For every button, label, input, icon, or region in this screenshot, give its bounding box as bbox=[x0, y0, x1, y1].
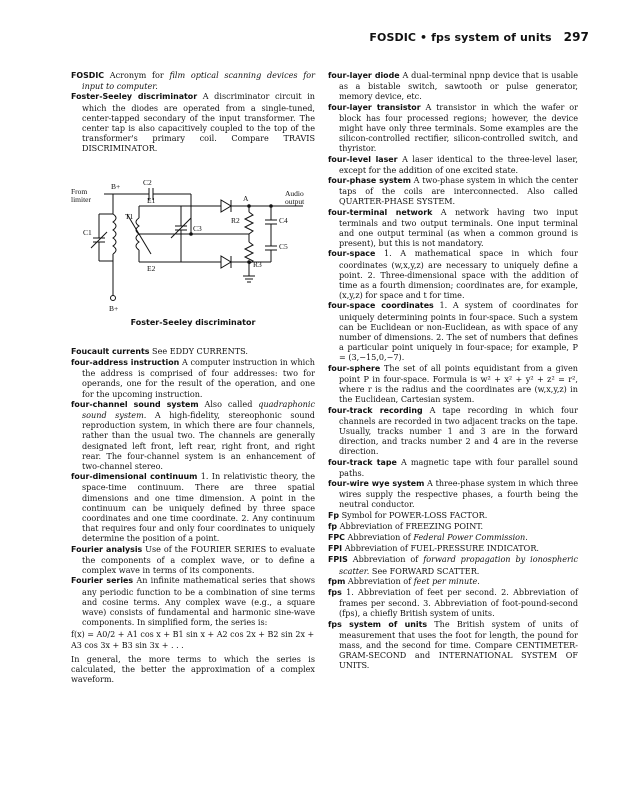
label-t1: T1 bbox=[125, 211, 134, 221]
fourier-note: In general, the more terms to which the series is calculated, the better the approximation of a complex waveform. bbox=[71, 653, 315, 685]
label-c1: C1 bbox=[83, 227, 92, 237]
running-header bbox=[369, 30, 589, 44]
label-a: A bbox=[243, 193, 249, 203]
label-c2: C2 bbox=[143, 177, 152, 187]
entry-foucault: Foucault currents See EDDY CURRENTS. bbox=[71, 345, 248, 356]
fourier-formula: f(x) = A0/2 + A1 cos x + B1 sin x + A2 cos 2x + B2 sin 2x + A3 cos 3x + B3 sin 3x + . . . bbox=[71, 630, 315, 650]
figure-caption: Foster-Seeley discriminator bbox=[130, 317, 256, 327]
left-column bbox=[71, 70, 315, 684]
entry-fosdic: FOSDIC Acronym for film optical scanning devices for input to computer. bbox=[71, 70, 316, 92]
label-r2: R2 bbox=[231, 215, 240, 225]
entry-FPIS: FPIS Abbreviation of forward propagation by ionospheric scatter. See FORWARD SCATTER. bbox=[328, 554, 578, 576]
entry-four-space-coordinates: four-space coordinates 1. A system of coordinates for uniquely determining points in four-space. Such a system can be Euclidean or non-Euclidean, as with space of any number of dimensions. 2. The set of numbers that defines a particular point uniquely in four-space; for example, P = (3,−15,0,−7). bbox=[328, 300, 578, 363]
page-number: 297 bbox=[563, 30, 589, 44]
entry-four-channel: four-channel sound system Also called quadraphonic sound system. A high-fidelity, stereophonic sound reproduction system, in which there are four channels, rather than the usual two. The channels are generally designated left front, left rear, right front, and right rear. The four-channel system is an enhancement of two-channel stereo. bbox=[71, 398, 315, 472]
entry-fps-system: fps system of units The British system of units of measurement that uses the foot for length, the pound for mass, and the second for time. Compare CENTIMETER-GRAM-SECOND and INTERNATIONAL SYSTEM OF UNITS. bbox=[328, 618, 578, 671]
entry-fps: fps 1. Abbreviation of feet per second. 2. Abbreviation of frames per second. 3. Abbreviation of foot-pound-second (fps), a chiefly British system of units. bbox=[328, 586, 578, 619]
entry-four-track-tape: four-track tape A magnetic tape with four parallel sound paths. bbox=[328, 456, 578, 478]
header-title: FOSDIC • fps system of units bbox=[369, 31, 552, 44]
entry-foster-seeley: Foster-Seeley discriminator A discriminator circuit in which the diodes are operated from a single-tuned, center-tapped secondary of the input transformer. The center tap is also capacitively coupled to the top of the transformer's primary coil. Compare TRAVIS DISCRIMINATOR. bbox=[71, 91, 315, 154]
entry-four-sphere: four-sphere The set of all points equidistant from a given point P in four-space. Formula is w² + x² + y² + z² = r², where r is the radius and the coordinates are (w,x,y,z) in the Euclidean, Cartesian system. bbox=[328, 362, 578, 405]
foster-seeley-circuit-figure bbox=[71, 166, 315, 316]
entry-four-layer-transistor: four-layer transistor A transistor in which the wafer or block has four processed regions; however, the device might have only three terminals. Some examples are the silicon-controlled rectifier, silicon-controlled switch, and thyristor. bbox=[328, 101, 579, 154]
label-from-limiter: From limiter bbox=[71, 186, 91, 204]
entry-FPI: FPI Abbreviation of FUEL-PRESSURE INDICATOR. bbox=[328, 543, 539, 554]
entry-four-layer-diode: four-layer diode A dual-terminal npnp device that is usable as a bistable switch, sawtooth or pulse generator, memory device, etc. bbox=[328, 70, 579, 102]
entry-four-level-laser: four-level laser A laser identical to the three-level laser, except for the addition of one excited state. bbox=[328, 153, 578, 175]
label-e2: E2 bbox=[147, 263, 156, 273]
entry-Fp: Fp Symbol for POWER-LOSS FACTOR. bbox=[328, 509, 488, 520]
label-c5: C5 bbox=[279, 241, 288, 251]
label-audio-output: Audio output bbox=[285, 188, 305, 206]
entry-four-wire-wye: four-wire wye system A three-phase system in which three wires supply the respective phases, a fourth being the neutral conductor. bbox=[328, 477, 579, 510]
entry-fpm: fpm Abbreviation of feet per minute. bbox=[328, 575, 480, 586]
label-b-plus-bottom: B+ bbox=[109, 303, 119, 313]
entry-fp: fp Abbreviation of FREEZING POINT. bbox=[328, 520, 484, 531]
entry-four-space: four-space 1. A mathematical space in which four coordinates (w,x,y,z) are necessary to uniquely define a point. 2. Three-dimensional space with the addition of time as a fourth dimension; coordinates are, for example, (x,y,z) for space and t for time. bbox=[328, 248, 578, 301]
label-c3: C3 bbox=[193, 223, 202, 233]
label-e1: E1 bbox=[147, 195, 156, 205]
entry-four-track-recording: four-track recording A tape recording in which four channels are recorded in two adjacent tracks on the tape. Usually, tracks number 1 and 3 are in the forward direction, and tracks number 2 and 4 are in the reverse direction. bbox=[328, 404, 578, 457]
label-c4: C4 bbox=[279, 215, 288, 225]
circuit-diagram bbox=[71, 166, 315, 316]
entry-four-dimensional: four-dimensional continuum 1. In relativistic theory, the space-time continuum. There are three spatial dimensions and one time dimension. A point in the continuum can be uniquely defined by three space coordinates and one time coordinate. 2. Any continuum that requires four and only four coordinates to uniquely determine the position of a point. bbox=[71, 471, 315, 544]
entry-four-address: four-address instruction A computer instruction in which the address is comprised of four addresses: two for operands, one for the result of the operation, and one for the upcoming instruction. bbox=[71, 357, 315, 399]
right-column bbox=[328, 70, 578, 671]
entry-four-terminal: four-terminal network A network having two input terminals and two output terminals. One input terminal and one output terminal (as when a common ground is present), but this is not mandatory. bbox=[328, 206, 578, 249]
label-r3: R3 bbox=[253, 259, 262, 269]
entry-FPC: FPC Abbreviation of Federal Power Commission. bbox=[328, 531, 528, 542]
entry-fourier-analysis: Fourier analysis Use of the FOURIER SERIES to evaluate the components of a complex wave, or to define a complex wave in terms of its components. bbox=[71, 543, 315, 576]
label-b-plus-top: B+ bbox=[111, 181, 121, 191]
entry-four-phase: four-phase system A two-phase system in which the center taps of the coils are interconnected. Also called QUARTER-PHASE SYSTEM. bbox=[328, 175, 579, 207]
entry-fourier-series: Fourier series An infinite mathematical series that shows any periodic function to be a combination of sine terms and cosine terms. Any complex wave (e.g., a square wave) consists of fundamental and harmonic sine-wave components. In simplified form, the series is: bbox=[71, 575, 315, 628]
